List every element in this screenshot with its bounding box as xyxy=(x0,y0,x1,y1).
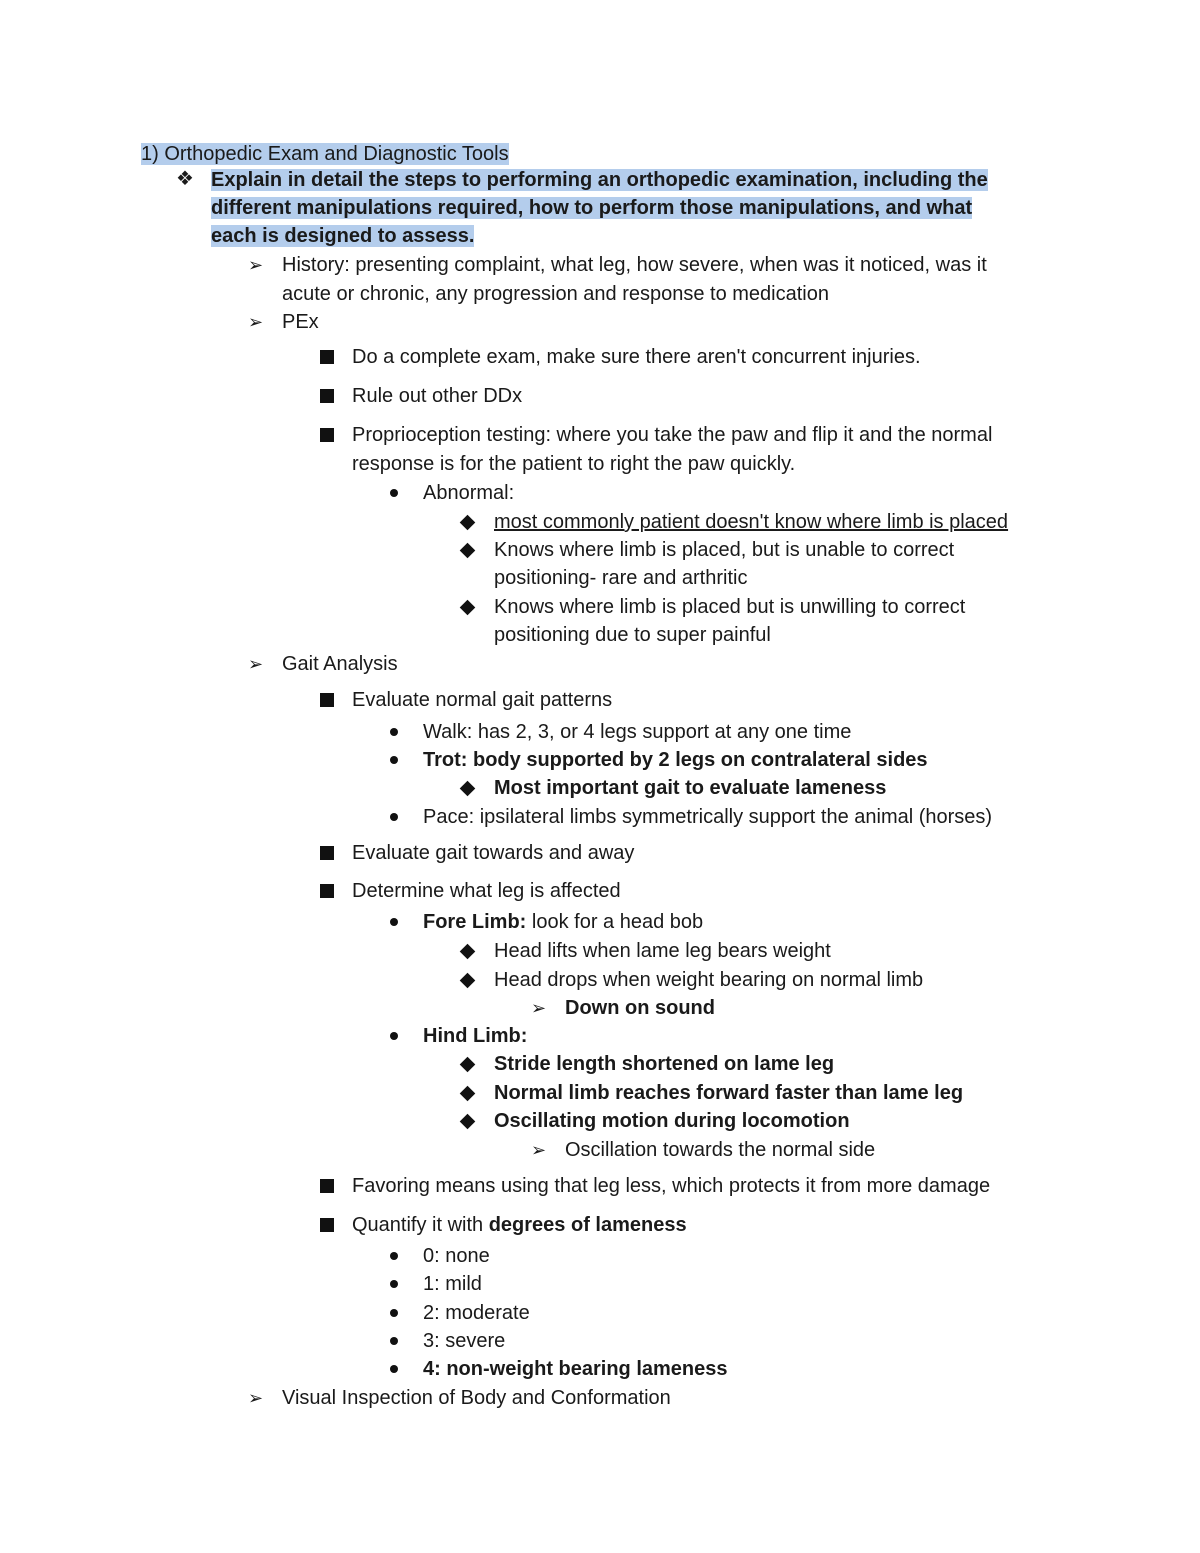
degree-1: 1: mild xyxy=(423,1273,482,1295)
square-bullet-icon xyxy=(320,389,334,403)
degree-2: 2: moderate xyxy=(423,1302,530,1324)
diamond-bullet-icon xyxy=(460,1086,476,1102)
gait-osc-towards: Oscillation towards the normal side xyxy=(565,1139,876,1161)
gait-fore-limb: Fore Limb: look for a head bob xyxy=(423,911,704,933)
diamond-bullet-icon xyxy=(460,1057,476,1073)
gait-head-drops: Head drops when weight bearing on normal limb xyxy=(494,969,924,991)
gait-down-on-sound: Down on sound xyxy=(565,997,715,1019)
abnormal-item-3-line-2: positioning due to super painful xyxy=(494,624,771,646)
diamond-bullet-icon xyxy=(460,1114,476,1130)
visual-inspection: Visual Inspection of Body and Conformation xyxy=(282,1387,671,1409)
gait-trot-sub: Most important gait to evaluate lameness xyxy=(494,777,887,799)
square-bullet-icon xyxy=(320,1179,334,1193)
diamond-bullet-icon xyxy=(460,600,476,616)
dot-bullet-icon xyxy=(390,1032,398,1040)
dot-bullet-icon xyxy=(390,813,398,821)
gait-determine: Determine what leg is affected xyxy=(352,880,621,902)
square-bullet-icon xyxy=(320,428,334,442)
gait-pace: Pace: ipsilateral limbs symmetrically support the animal (horses) xyxy=(423,806,993,828)
arrow-bullet-icon: ➢ xyxy=(248,654,264,674)
question-line-1: Explain in detail the steps to performing an orthopedic examination, including the xyxy=(211,169,988,191)
arrow-bullet-icon: ➢ xyxy=(248,312,264,332)
square-bullet-icon xyxy=(320,884,334,898)
square-bullet-icon xyxy=(320,693,334,707)
degree-4: 4: non-weight bearing lameness xyxy=(423,1358,728,1380)
diamond-bullet-icon xyxy=(460,543,476,559)
pex-label: PEx xyxy=(282,311,319,333)
pex-complete: Do a complete exam, make sure there aren't concurrent injuries. xyxy=(352,346,921,368)
degree-0: 0: none xyxy=(423,1245,490,1267)
square-bullet-icon xyxy=(320,846,334,860)
abnormal-item-2-line-2: positioning- rare and arthritic xyxy=(494,567,748,589)
dot-bullet-icon xyxy=(390,918,398,926)
diamond-bullet-icon xyxy=(460,944,476,960)
dot-bullet-icon xyxy=(390,1280,398,1288)
abnormal-label: Abnormal: xyxy=(423,482,515,504)
gait-stride: Stride length shortened on lame leg xyxy=(494,1053,835,1075)
arrow-bullet-icon: ➢ xyxy=(248,1388,264,1408)
history-line-2: acute or chronic, any progression and response to medication xyxy=(282,283,829,305)
dot-bullet-icon xyxy=(390,756,398,764)
dot-bullet-icon xyxy=(390,1337,398,1345)
square-bullet-icon xyxy=(320,350,334,364)
proprio-line-2: response is for the patient to right the paw quickly. xyxy=(352,453,796,475)
dot-bullet-icon xyxy=(390,1309,398,1317)
question-line-2: different manipulations required, how to perform those manipulations, and what xyxy=(211,197,973,219)
gait-trot: Trot: body supported by 2 legs on contralateral sides xyxy=(423,749,928,771)
gait-walk: Walk: has 2, 3, or 4 legs support at any one time xyxy=(423,721,852,743)
dot-bullet-icon xyxy=(390,489,398,497)
dot-bullet-icon xyxy=(390,728,398,736)
arrow-bullet-icon: ➢ xyxy=(531,1140,547,1160)
gait-label: Gait Analysis xyxy=(282,653,398,675)
gait-quantify: Quantify it with degrees of lameness xyxy=(352,1214,687,1236)
diamond-bullet-icon xyxy=(460,781,476,797)
gait-head-lifts: Head lifts when lame leg bears weight xyxy=(494,940,831,962)
arrow-bullet-icon: ➢ xyxy=(248,255,264,275)
gait-towards: Evaluate gait towards and away xyxy=(352,842,635,864)
arrow-bullet-icon: ➢ xyxy=(531,998,547,1018)
square-bullet-icon xyxy=(320,1218,334,1232)
abnormal-item-3-line-1: Knows where limb is placed but is unwilling to correct xyxy=(494,596,966,618)
abnormal-item-2-line-1: Knows where limb is placed, but is unable to correct xyxy=(494,539,955,561)
question-line-3: each is designed to assess. xyxy=(211,225,475,247)
gait-hind-limb: Hind Limb: xyxy=(423,1025,528,1047)
diamond-bullet-icon xyxy=(460,515,476,531)
gait-normal: Evaluate normal gait patterns xyxy=(352,689,613,711)
diamond-bullet-icon xyxy=(460,973,476,989)
proprio-line-1: Proprioception testing: where you take the paw and flip it and the normal xyxy=(352,424,993,446)
gait-favoring: Favoring means using that leg less, which protects it from more damage xyxy=(352,1175,991,1197)
section-heading: 1) Orthopedic Exam and Diagnostic Tools xyxy=(141,143,509,165)
degree-3: 3: severe xyxy=(423,1330,506,1352)
dot-bullet-icon xyxy=(390,1365,398,1373)
gait-normal-limb: Normal limb reaches forward faster than lame leg xyxy=(494,1082,964,1104)
dot-bullet-icon xyxy=(390,1252,398,1260)
abnormal-item-1: most commonly patient doesn't know where limb is placed xyxy=(494,511,1009,533)
history-line-1: History: presenting complaint, what leg, how severe, when was it noticed, was it xyxy=(282,254,987,276)
four-diamond-bullet-icon: ❖ xyxy=(176,168,194,190)
pex-rule-out: Rule out other DDx xyxy=(352,385,523,407)
gait-oscillating: Oscillating motion during locomotion xyxy=(494,1110,850,1132)
